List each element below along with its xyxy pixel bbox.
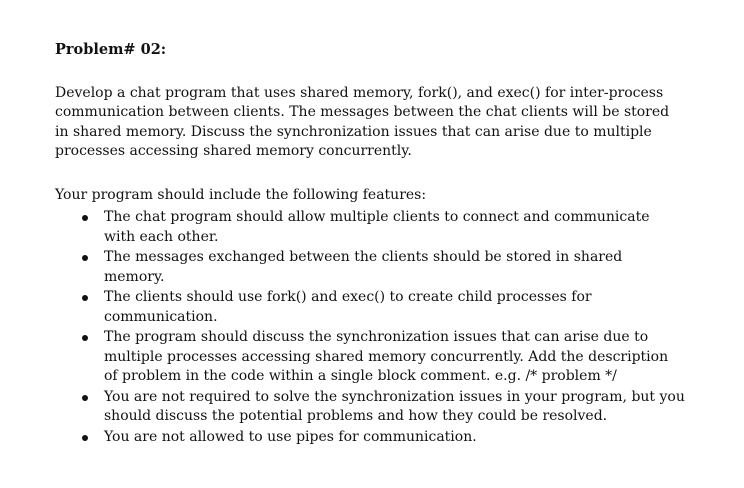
feature-item xyxy=(55,328,685,387)
feature-item xyxy=(55,208,685,247)
features-list xyxy=(55,208,685,447)
bullet-icon xyxy=(82,255,88,261)
bullet-icon xyxy=(82,295,88,301)
bullet-icon xyxy=(82,335,88,341)
problem-title: Problem# 02: xyxy=(55,41,167,58)
bullet-icon xyxy=(82,395,88,401)
bullet-icon xyxy=(82,215,88,221)
feature-text: The clients should use fork() and exec() to create child processes for communication. xyxy=(104,289,592,325)
problem-description: Develop a chat program that uses shared memory, fork(), and exec() for inter-process communication between clients. The messages between the chat clients will be stored in shared memory. Discuss the synchronization issues that can arise due to multiple processes accessing shared memory concurrently. xyxy=(55,84,670,159)
feature-text: You are not allowed to use pipes for communication. xyxy=(104,428,477,445)
feature-item xyxy=(55,288,685,327)
feature-item xyxy=(55,388,685,427)
feature-text: You are not required to solve the synchronization issues in your program, but you should discuss the potential problems and how they could be resolved. xyxy=(104,388,685,424)
feature-item xyxy=(55,248,685,287)
features-intro: Your program should include the following features: xyxy=(55,186,427,203)
feature-text: The program should discuss the synchronization issues that can arise due to multiple processes accessing shared memory concurrently. Add the description of problem in the code within a single block comment. e.g. /* problem */ xyxy=(104,329,669,384)
document-page xyxy=(55,40,685,448)
feature-item xyxy=(55,428,685,448)
feature-text: The chat program should allow multiple clients to connect and communicate with each other. xyxy=(104,209,650,245)
bullet-icon xyxy=(82,435,88,441)
feature-text: The messages exchanged between the clients should be stored in shared memory. xyxy=(104,249,623,285)
